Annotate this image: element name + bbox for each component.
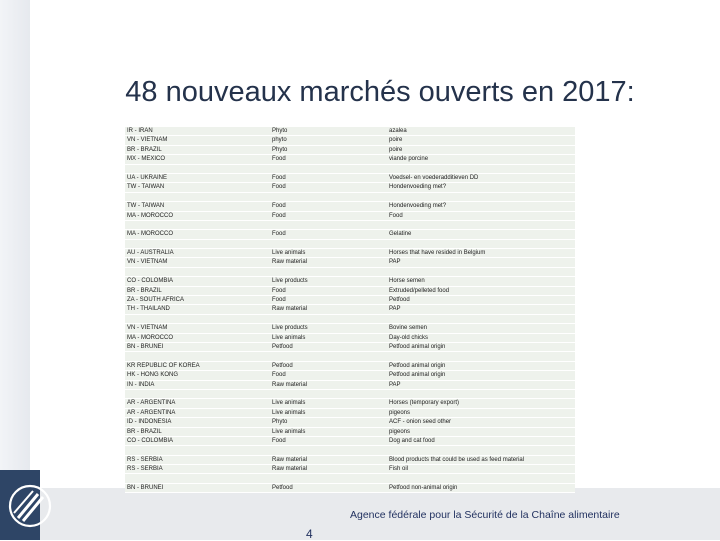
product-cell: Blood products that could be used as feed material xyxy=(389,456,525,463)
category-cell: Raw material xyxy=(272,259,308,266)
product-cell: PAP xyxy=(389,381,401,388)
country-cell: MA - MOROCCO xyxy=(127,212,173,219)
product-cell: Hondenvoeding met? xyxy=(389,184,447,191)
table-spacer-row xyxy=(125,193,575,202)
table-row xyxy=(125,362,575,371)
country-cell: KR REPUBLIC OF KOREA xyxy=(127,362,200,369)
category-cell: Live products xyxy=(272,278,308,285)
country-cell: TW - TAIWAN xyxy=(127,203,165,210)
table-row xyxy=(125,305,575,314)
table-spacer-row xyxy=(125,315,575,324)
category-cell: Live animals xyxy=(272,428,306,435)
category-cell: phyto xyxy=(272,137,287,144)
category-cell: Food xyxy=(272,297,286,304)
category-cell: Live products xyxy=(272,325,308,332)
category-cell: Food xyxy=(272,203,286,210)
page-number: 4 xyxy=(306,527,313,541)
product-cell: pigeons xyxy=(389,409,411,416)
table-spacer-row xyxy=(125,390,575,399)
category-cell: Live animals xyxy=(272,409,306,416)
category-cell: Food xyxy=(272,437,286,444)
category-cell: Petfood xyxy=(272,362,293,369)
country-cell: TW - TAIWAN xyxy=(127,184,165,191)
country-cell: ZA - SOUTH AFRICA xyxy=(127,297,185,304)
table-row xyxy=(125,428,575,437)
table-row xyxy=(125,456,575,465)
product-cell: Fish oil xyxy=(389,466,409,473)
table-spacer-row xyxy=(125,474,575,483)
product-cell: Bovine semen xyxy=(389,325,428,332)
table-row xyxy=(125,155,575,164)
country-cell: MX - MEXICO xyxy=(127,156,166,163)
category-cell: Phyto xyxy=(272,419,288,426)
table-row xyxy=(125,277,575,286)
product-cell: Gelatine xyxy=(389,231,412,238)
product-cell: Voedsel- en voederadditieven DD xyxy=(389,174,479,181)
product-cell: viande porcine xyxy=(389,156,429,163)
table-spacer-row xyxy=(125,268,575,277)
afsca-logo-icon xyxy=(2,478,58,534)
category-cell: Food xyxy=(272,231,286,238)
table-spacer-row xyxy=(125,240,575,249)
table-spacer-row xyxy=(125,221,575,230)
product-cell: poire xyxy=(389,146,403,153)
category-cell: Food xyxy=(272,372,286,379)
product-cell: Dog and cat food xyxy=(389,437,435,444)
country-cell: AR - ARGENTINA xyxy=(127,400,176,407)
category-cell: Food xyxy=(272,184,286,191)
category-cell: Raw material xyxy=(272,466,308,473)
product-cell: Horse semen xyxy=(389,278,425,285)
category-cell: Petfood xyxy=(272,484,293,491)
country-cell: BR - BRAZIL xyxy=(127,146,162,153)
country-cell: TH - THAILAND xyxy=(127,306,170,313)
table-row xyxy=(125,343,575,352)
category-cell: Raw material xyxy=(272,306,308,313)
country-cell: CO - COLOMBIA xyxy=(127,437,174,444)
table-spacer-row xyxy=(125,165,575,174)
product-cell: ACF - onion seed other xyxy=(389,419,452,426)
table-row xyxy=(125,371,575,380)
table-row xyxy=(125,258,575,267)
category-cell: Phyto xyxy=(272,128,288,134)
table-row xyxy=(125,409,575,418)
country-cell: BN - BRUNEI xyxy=(127,343,164,350)
country-cell: AR - ARGENTINA xyxy=(127,409,176,416)
product-cell: Petfood animal origin xyxy=(389,372,446,379)
table-row xyxy=(125,381,575,390)
agency-name: Agence fédérale pour la Sécurité de la Chaîne alimentaire xyxy=(350,509,620,521)
country-cell: ID - INDONESIA xyxy=(127,419,172,426)
category-cell: Phyto xyxy=(272,146,288,153)
product-cell: PAP xyxy=(389,306,401,313)
product-cell: PAP xyxy=(389,259,401,266)
product-cell: poire xyxy=(389,137,403,144)
table-row xyxy=(125,136,575,145)
table-row xyxy=(125,202,575,211)
table-row xyxy=(125,418,575,427)
country-cell: RS - SERBIA xyxy=(127,456,163,463)
category-cell: Food xyxy=(272,156,286,163)
category-cell: Food xyxy=(272,174,286,181)
product-cell: Horses that have resided in Belgium xyxy=(389,250,486,257)
category-cell: Live animals xyxy=(272,250,306,257)
country-cell: CO - COLOMBIA xyxy=(127,278,174,285)
product-cell: Petfood animal origin xyxy=(389,343,446,350)
country-cell: AU - AUSTRALIA xyxy=(127,250,174,257)
table-row xyxy=(125,465,575,474)
table-row xyxy=(125,296,575,305)
product-cell: Petfood xyxy=(389,297,410,304)
product-cell: Horses (temporary export) xyxy=(389,400,460,407)
category-cell: Live animals xyxy=(272,400,306,407)
table-row xyxy=(125,174,575,183)
category-cell: Food xyxy=(272,212,286,219)
product-cell: Petfood animal origin xyxy=(389,362,446,369)
category-cell: Raw material xyxy=(272,456,308,463)
product-cell: Petfood non-animal origin xyxy=(389,484,458,491)
category-cell: Petfood xyxy=(272,343,293,350)
country-cell: IR - IRAN xyxy=(127,128,153,134)
category-cell: Food xyxy=(272,287,286,294)
country-cell: VN - VIETNAM xyxy=(127,137,168,144)
table-spacer-row xyxy=(125,352,575,361)
table-row xyxy=(125,127,575,136)
table-row xyxy=(125,334,575,343)
country-cell: BN - BRUNEI xyxy=(127,484,164,491)
table-spacer-row xyxy=(125,446,575,455)
table-row xyxy=(125,399,575,408)
markets-table xyxy=(125,127,575,493)
country-cell: IN - INDIA xyxy=(127,381,155,388)
product-cell: Day-old chicks xyxy=(389,334,429,341)
country-cell: MA - MOROCCO xyxy=(127,231,173,238)
slide-title: 48 nouveaux marchés ouverts en 2017: xyxy=(125,76,635,108)
category-cell: Live animals xyxy=(272,334,306,341)
table-row xyxy=(125,324,575,333)
product-cell: azalea xyxy=(389,128,407,134)
product-cell: Hondenvoeding met? xyxy=(389,203,447,210)
table-row xyxy=(125,146,575,155)
country-cell: HK - HONG KONG xyxy=(127,372,179,379)
country-cell: MA - MOROCCO xyxy=(127,334,173,341)
table-row xyxy=(125,183,575,192)
country-cell: VN - VIETNAM xyxy=(127,259,168,266)
table-row xyxy=(125,484,575,493)
table-row xyxy=(125,287,575,296)
country-cell: BR - BRAZIL xyxy=(127,287,162,294)
country-cell: RS - SERBIA xyxy=(127,466,163,473)
product-cell: Extruded/pelleted food xyxy=(389,287,450,294)
category-cell: Raw material xyxy=(272,381,308,388)
country-cell: VN - VIETNAM xyxy=(127,325,168,332)
product-cell: pigeons xyxy=(389,428,411,435)
table-row xyxy=(125,249,575,258)
table-row xyxy=(125,230,575,239)
table-row xyxy=(125,212,575,221)
table-row xyxy=(125,437,575,446)
country-cell: UA - UKRAINE xyxy=(127,174,168,181)
product-cell: Food xyxy=(389,212,403,219)
country-cell: BR - BRAZIL xyxy=(127,428,162,435)
